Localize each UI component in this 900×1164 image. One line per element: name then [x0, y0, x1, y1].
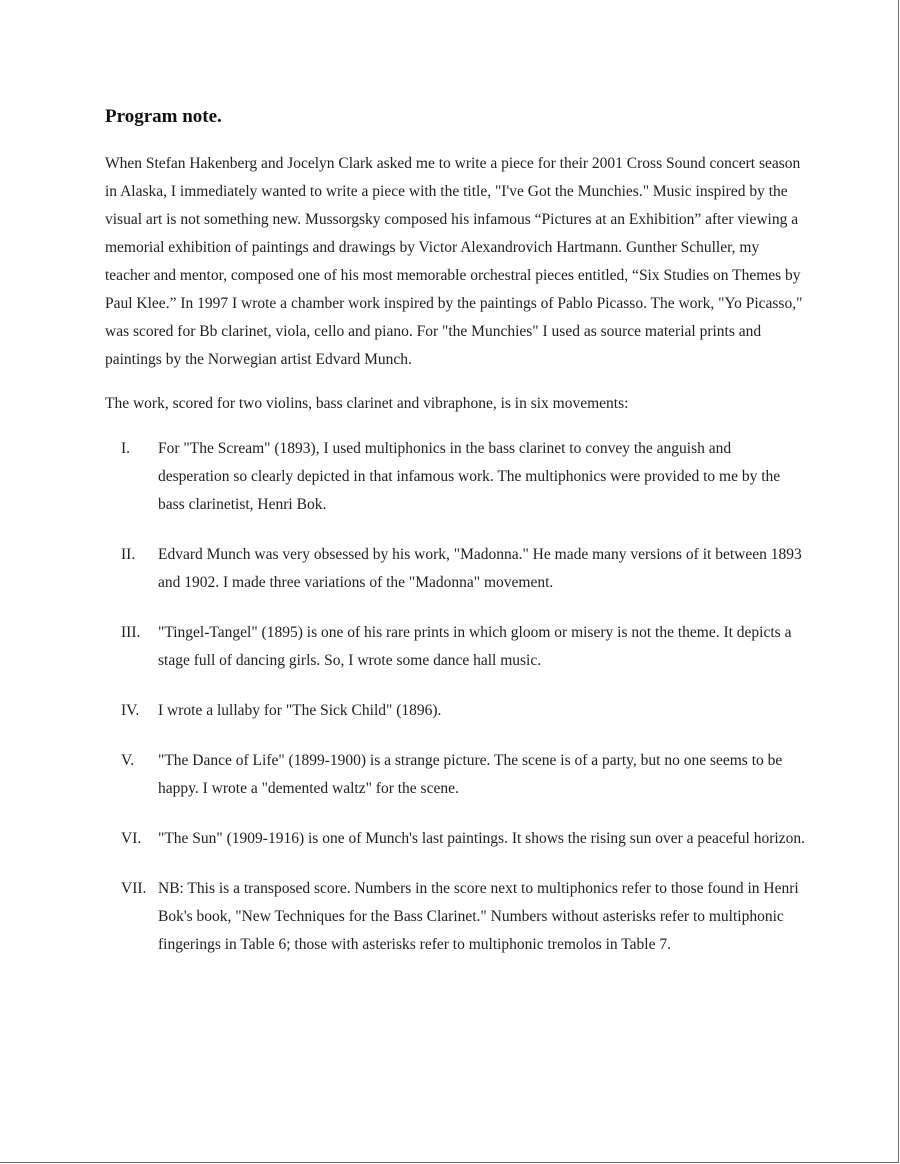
movement-numeral: II. [121, 546, 136, 563]
movement-item [105, 875, 805, 959]
movement-item [105, 697, 805, 725]
movement-numeral: VI. [121, 830, 142, 847]
page-title: Program note. [105, 106, 222, 127]
scoring-paragraph: The work, scored for two violins, bass clarinet and vibraphone, is in six movements: [105, 395, 629, 412]
movement-text: "The Sun" (1909-1916) is one of Munch's last paintings. It shows the rising sun over a peaceful horizon. [158, 830, 805, 847]
movement-numeral: III. [121, 624, 141, 641]
movement-item [105, 619, 805, 675]
movement-list [105, 435, 805, 959]
movement-item [105, 825, 805, 853]
movement-numeral: V. [121, 752, 135, 769]
movement-text: "Tingel-Tangel" (1895) is one of his rare prints in which gloom or misery is not the theme. It depicts a stage full of dancing girls. So, I wrote some dance hall music. [158, 624, 792, 669]
movement-text: Edvard Munch was very obsessed by his work, "Madonna." He made many versions of it between 1893 and 1902. I made three variations of the "Madonna" movement. [158, 546, 802, 591]
movement-text: NB: This is a transposed score. Numbers in the score next to multiphonics refer to those found in Henri Bok's book, "New Techniques for the Bass Clarinet." Numbers without asterisks refer to multiphonic fingerings in Table 6; those with asterisks refer to multiphonic tremolos in Table 7. [158, 880, 799, 953]
movement-numeral: IV. [121, 702, 140, 719]
movement-numeral: VII. [121, 880, 147, 897]
movement-item [105, 435, 805, 519]
intro-paragraph: When Stefan Hakenberg and Jocelyn Clark asked me to write a piece for their 2001 Cross Sound concert season in Alaska, I immediately wanted to write a piece with the title, "I've Got the Munchies." Music inspired by the visual art is not something new. Mussorgsky composed his infamous “Pictures at an Exhibition” after viewing a memorial exhibition of paintings and drawings by Victor Alexandrovich Hartmann. Gunther Schuller, my teacher and mentor, composed one of his most memorable orchestral pieces entitled, “Six Studies on Themes by Paul Klee.” In 1997 I wrote a chamber work inspired by the paintings of Pablo Picasso. The work, "Yo Picasso," was scored for Bb clarinet, viola, cello and piano. For "the Munchies" I used as source material prints and paintings by the Norwegian artist Edvard Munch. [105, 155, 803, 368]
movement-numeral: I. [121, 440, 131, 457]
movement-text: For "The Scream" (1893), I used multiphonics in the bass clarinet to convey the anguish and desperation so clearly depicted in that infamous work. The multiphonics were provided to me by the bass clarinetist, Henri Bok. [158, 440, 781, 513]
movement-item [105, 541, 805, 597]
movement-text: "The Dance of Life" (1899-1900) is a strange picture. The scene is of a party, but no one seems to be happy. I wrote a "demented waltz" for the scene. [158, 752, 783, 797]
document-content [105, 104, 805, 981]
movement-item [105, 747, 805, 803]
movement-text: I wrote a lullaby for "The Sick Child" (1896). [158, 702, 442, 719]
